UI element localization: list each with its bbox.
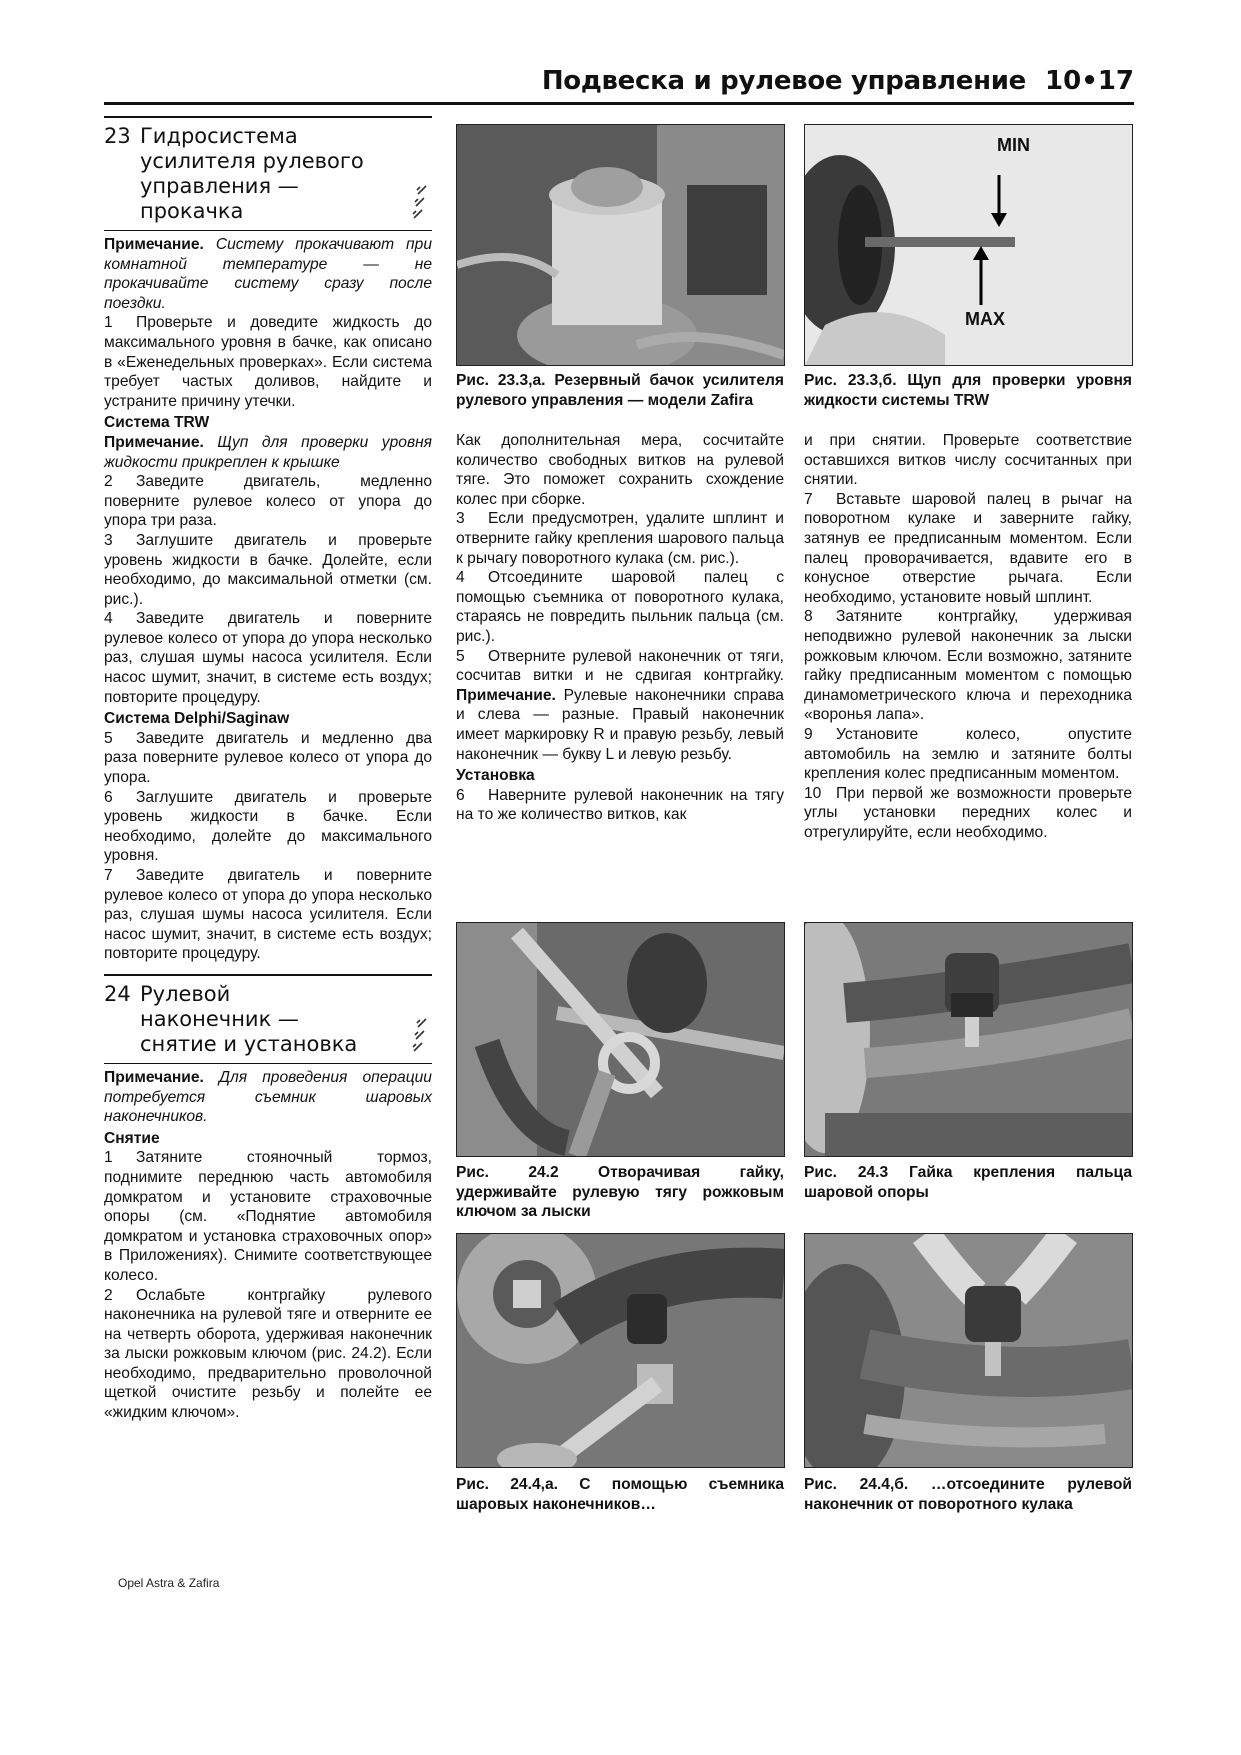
difficulty-wrench-icon xyxy=(410,1011,430,1055)
step xyxy=(804,784,1132,843)
section-24-title xyxy=(104,982,404,1057)
step-number: 2 xyxy=(104,1286,113,1304)
step xyxy=(804,725,1132,784)
step xyxy=(456,647,784,765)
step xyxy=(104,472,432,531)
left-column xyxy=(104,116,432,1423)
caption-fig-24-2: Рис. 24.2 Отворачивая гайку, удерживайте рулевую тягу рожковым ключом за лыски xyxy=(456,1164,784,1221)
paragraph: Как дополнительная мера, сосчитайте количество свободных витков на рулевой тяге. Это поможет сохранить схождение колес при сборке. xyxy=(456,432,784,508)
step-text: Если предусмотрен, удалите шплинт и отверните гайку крепления шарового пальца к рычагу поворотного кулака (см. рис.). xyxy=(456,510,784,567)
step xyxy=(104,866,432,964)
photo-dipstick xyxy=(804,124,1133,366)
section-24-heading xyxy=(104,974,432,1064)
step-number: 8 xyxy=(804,608,813,626)
step-number: 7 xyxy=(804,490,813,508)
step-text: Затяните контргайку, удерживая неподвижно рулевой наконечник за лыски рожковым ключом. Если возможно, затяните гайку предписанным моментом с помощью динамометрического ключа и переходника «воронья лапа». xyxy=(804,608,1132,724)
note-label: Примечание. xyxy=(456,686,556,704)
step-text: Заведите двигатель и поверните рулевое колесо от упора до упора несколько раз, слушая шумы насоса усилителя. Если насос шумит, значит, в системе есть воздух; повторите процедуру. xyxy=(104,867,432,963)
note-label: Примечание. xyxy=(104,236,204,253)
step-text: Ослабьте контргайку рулевого наконечника на рулевой тяге и отверните ее на четверть оборота, удерживая наконечник за лыски рожковым ключом (рис. 24.2). Если необходимо, предварительно проволочной щеткой очистите резьбу и полейте ее «жидким ключом». xyxy=(104,1286,432,1422)
step-number: 1 xyxy=(104,1149,113,1167)
step-text: Заглушите двигатель и проверьте уровень жидкости в бачке. Долейте, если необходимо, до максимальной отметки (см. рис.). xyxy=(104,531,432,608)
step-number: 3 xyxy=(104,531,113,549)
title-line: управления — xyxy=(140,174,299,198)
step-number: 6 xyxy=(456,786,465,804)
photo-ball-joint-puller xyxy=(456,1233,785,1468)
middle-column xyxy=(456,431,784,825)
page-header xyxy=(104,62,1134,105)
step-text: Заведите двигатель, медленно поверните рулевое колесо от упора до упора три раза. xyxy=(104,473,432,530)
step xyxy=(456,509,784,568)
page-number: 10•17 xyxy=(1045,66,1134,96)
subheading-delphi: Система Delphi/Saginaw xyxy=(104,710,290,728)
step-text: Заведите двигатель и медленно два раза поверните рулевое колесо от упора до упора. xyxy=(104,729,432,787)
step xyxy=(804,607,1132,725)
step-number: 10 xyxy=(804,784,822,802)
step-number: 4 xyxy=(456,569,465,587)
title-line: наконечник — xyxy=(140,1006,299,1031)
step-text: Отсоедините шаровой палец с помощью съемника от поворотного кулака, стараясь не повредить пыльник пальца (см. рис.). xyxy=(456,569,784,645)
note-text: Для проведения операции потребуется съемник шаровых наконечников. xyxy=(104,1068,432,1126)
step xyxy=(104,788,432,866)
step xyxy=(104,729,432,788)
step-number: 6 xyxy=(104,788,113,806)
step-number: 1 xyxy=(104,314,113,332)
step-number: 2 xyxy=(104,473,113,491)
book-title-footer: Opel Astra & Zafira xyxy=(118,1576,220,1590)
caption-fig-24-4a: Рис. 24.4,а. С помощью съемника шаровых наконечников… xyxy=(456,1476,784,1513)
caption-fig-23-3a: Рис. 23.3,а. Резервный бачок усилителя рулевого управления — модели Zafira xyxy=(456,372,784,409)
section-24-number: 24 xyxy=(104,981,131,1006)
section-23-number: 23 xyxy=(104,124,131,148)
note-label: Примечание. xyxy=(104,433,204,451)
difficulty-wrench-icon xyxy=(410,178,430,222)
note-text: Щуп для проверки уровня жидкости прикреплен к крышке xyxy=(104,433,432,471)
min-label: MIN xyxy=(997,135,1030,155)
subheading-removal: Снятие xyxy=(104,1129,160,1147)
step-number: 5 xyxy=(104,729,113,747)
step-text: Установите колесо, опустите автомобиль на землю и затяните болты крепления колес предписанным моментом. xyxy=(804,725,1132,783)
step xyxy=(456,786,784,825)
caption-fig-24-4b: Рис. 24.4,б. …отсоедините рулевой наконечник от поворотного кулака xyxy=(804,1476,1132,1513)
section-23-note xyxy=(104,235,432,313)
step-number: 3 xyxy=(456,510,465,528)
step-text: Вставьте шаровой палец в рычаг на поворотном кулаке и заверните гайку, затянув ее предписанным моментом. Если палец проворачивается, вдавите его в конусное отверстие рычага. Если необходимо, установите новый шплинт. xyxy=(804,490,1132,606)
step xyxy=(104,609,432,707)
step-text: Проверьте и доведите жидкость до максимального уровня в бачке, как описано в «Еженедельных проверках». Если система требует частых доливов, найдите и устраните причину утечки. xyxy=(104,314,432,410)
paragraph: и при снятии. Проверьте соответствие оставшихся витков числу сосчитанных при снятии. xyxy=(804,432,1132,489)
step-text: Рулевые наконечники справа и слева — разные. Правый наконечник имеет маркировку R и правую резьбу, левый наконечник — букву L и левую резьбу. xyxy=(456,686,784,763)
section-23-heading xyxy=(104,116,432,231)
trw-note xyxy=(104,433,432,472)
step-text: Отверните рулевой наконечник от тяги, сосчитав витки и не сдвигая контргайку. xyxy=(456,647,784,685)
title-line: снятие и установка xyxy=(140,1031,358,1056)
step-number: 4 xyxy=(104,610,113,628)
title-line: прокачка xyxy=(140,199,244,223)
step xyxy=(456,568,784,646)
step xyxy=(804,490,1132,608)
title-line: усилителя рулевого xyxy=(140,149,364,173)
step-text: При первой же возможности проверьте углы установки передних колес и отрегулируйте, если необходимо. xyxy=(804,784,1132,841)
photo-tie-rod-spanner xyxy=(456,922,785,1157)
section-24-note xyxy=(104,1068,432,1127)
step-number: 5 xyxy=(456,647,465,665)
step-text: Заведите двигатель и поверните рулевое колесо от упора до упора несколько раз, слушая шумы насоса усилителя. Если насос шумит, значит, в системе есть воздух; повторите процедуру. xyxy=(104,610,432,706)
photo-reservoir xyxy=(456,124,785,366)
section-23-title-text xyxy=(140,124,364,224)
section-23-title xyxy=(104,124,404,224)
step xyxy=(104,1148,432,1285)
photo-ball-joint-nut xyxy=(804,922,1133,1157)
step-number: 7 xyxy=(104,867,113,884)
step-text: Заглушите двигатель и проверьте уровень жидкости в бачке. Если необходимо, долейте до максимального уровня. xyxy=(104,788,432,865)
right-column xyxy=(804,431,1132,842)
title-line: Рулевой xyxy=(140,981,231,1006)
subheading-installation: Установка xyxy=(456,767,535,785)
chapter-title: Подвеска и рулевое управление xyxy=(541,66,1026,96)
step xyxy=(104,531,432,609)
note-text: Систему прокачивают при комнатной температуре — не прокачивайте систему сразу после поездки. xyxy=(104,236,432,312)
step-text: Затяните стояночный тормоз, поднимите переднюю часть автомобиля домкратом и установите страховочные опоры (см. «Поднятие автомобиля домкратом и установка страховочных опор» в Приложениях). Снимите соответствующее колесо. xyxy=(104,1149,432,1284)
step-text: Наверните рулевой наконечник на тягу на то же количество витков, как xyxy=(456,786,784,824)
title-line: Гидросистема xyxy=(140,124,298,148)
subheading-trw: Система TRW xyxy=(104,414,210,432)
note-label: Примечание. xyxy=(104,1068,204,1086)
max-label: MAX xyxy=(965,309,1005,329)
step xyxy=(104,1286,432,1423)
caption-fig-24-3: Рис. 24.3 Гайка крепления пальца шаровой опоры xyxy=(804,1164,1132,1201)
step xyxy=(104,313,432,411)
step-number: 9 xyxy=(804,725,813,743)
photo-tie-rod-removed xyxy=(804,1233,1133,1468)
section-24-title-text xyxy=(140,982,357,1057)
caption-fig-23-3b: Рис. 23.3,б. Щуп для проверки уровня жидкости системы TRW xyxy=(804,372,1132,409)
